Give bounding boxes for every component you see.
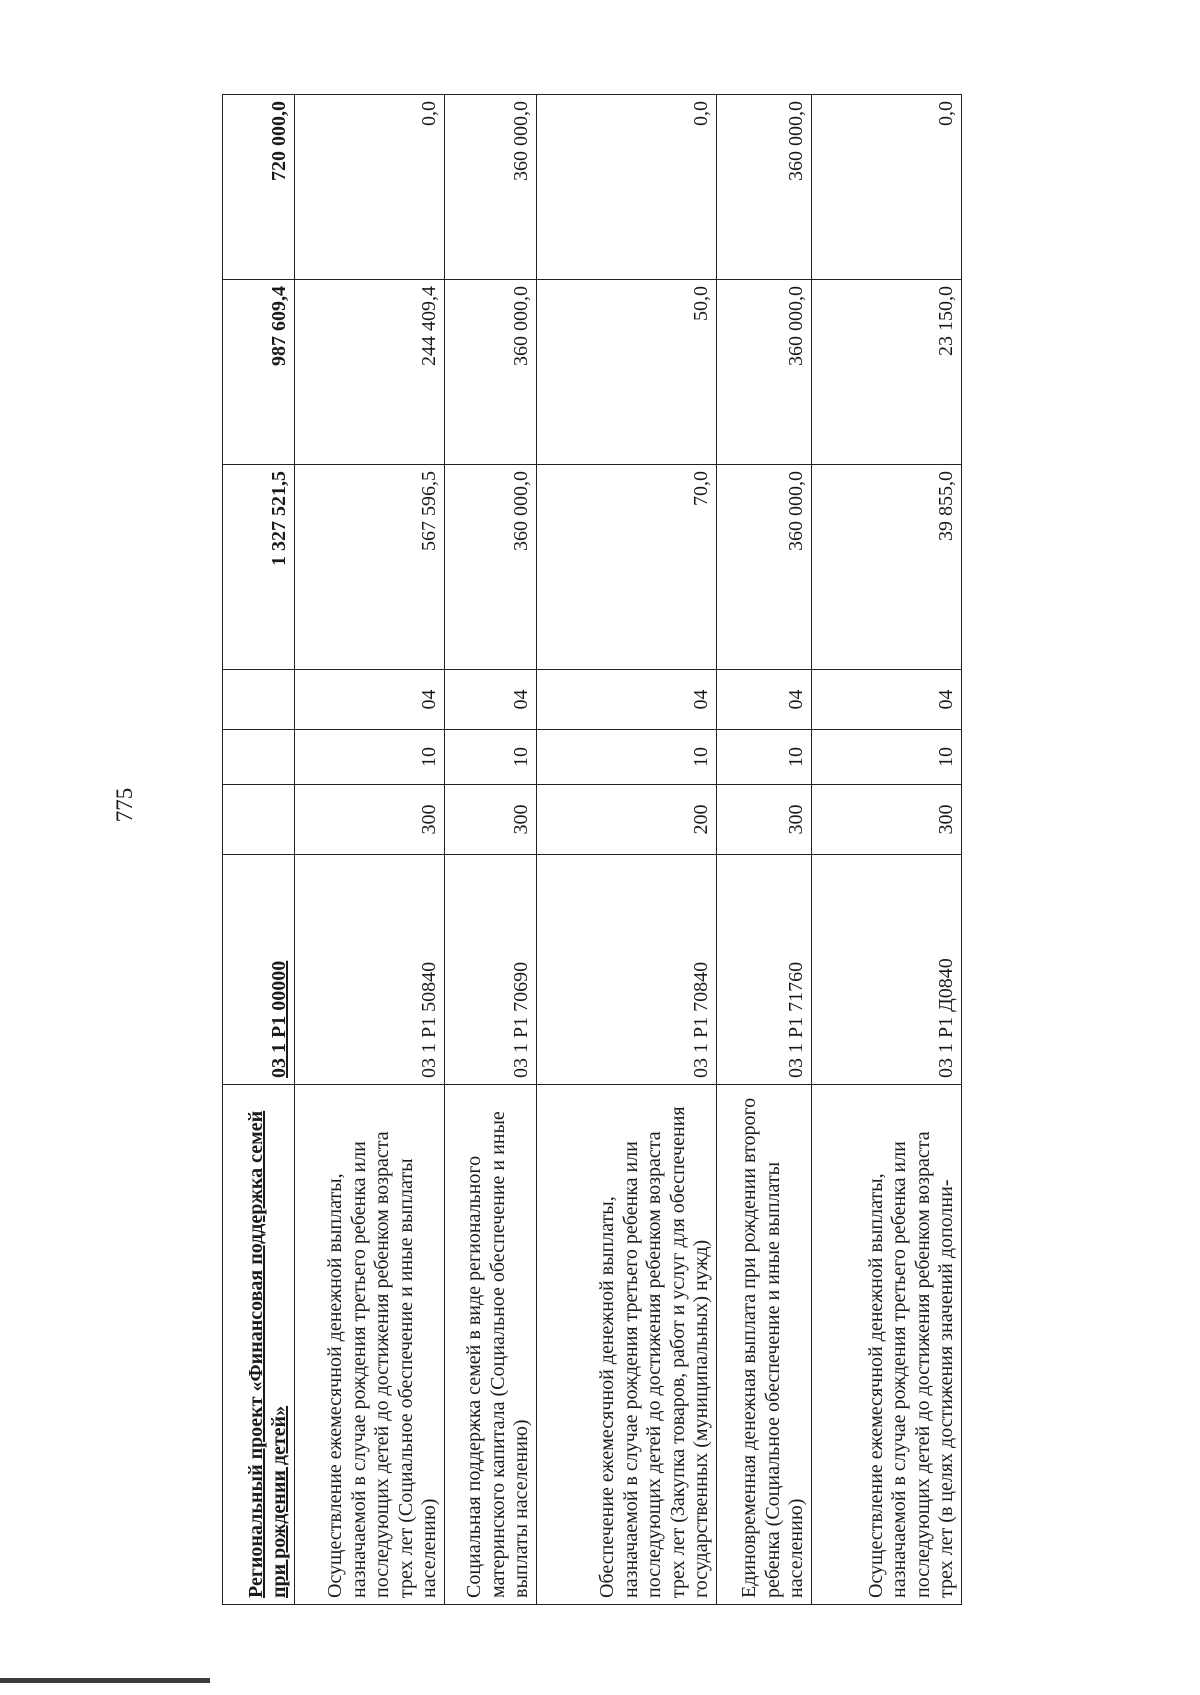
row-pr-cell: 04 (295, 670, 445, 730)
row-name-cell: Осуществление ежемесячной денежной выплаты, назначаемой в случае рождения третьего ребенка или последующих детей до достижения ребенком возраста трех лет (в целях достижения значений дополни- (812, 1085, 962, 1605)
budget-table-body (223, 95, 962, 1605)
row-value-3-cell: 0,0 (812, 95, 962, 280)
row-value-3-cell: 360 000,0 (445, 95, 537, 280)
row-code-cell: 03 1 Р1 50840 (295, 855, 445, 1085)
row-value-1-cell: 70,0 (537, 465, 717, 670)
row-vr-cell: 200 (537, 785, 717, 855)
row-code-cell: 03 1 Р1 71760 (717, 855, 812, 1085)
row-value-3-cell: 720 000,0 (223, 95, 295, 280)
row-value-2-cell: 244 409,4 (295, 280, 445, 465)
row-code-cell: 03 1 Р1 70840 (537, 855, 717, 1085)
row-pr-cell: 04 (445, 670, 537, 730)
row-value-2-cell: 360 000,0 (717, 280, 812, 465)
row-vr-cell: 300 (717, 785, 812, 855)
row-rz-cell: 10 (812, 730, 962, 785)
row-value-3-cell: 360 000,0 (717, 95, 812, 280)
row-vr-cell (223, 785, 295, 855)
row-rz-cell: 10 (445, 730, 537, 785)
row-name-cell: Единовременная денежная выплата при рождении второго ребенка (Социальное обеспечение и иные выплаты населению) (717, 1085, 812, 1605)
page-number: 775 (112, 787, 137, 823)
row-rz-cell: 10 (717, 730, 812, 785)
row-pr-cell: 04 (717, 670, 812, 730)
row-vr-cell: 300 (445, 785, 537, 855)
row-rz-cell: 10 (537, 730, 717, 785)
row-value-1-cell: 39 855,0 (812, 465, 962, 670)
row-value-1-cell: 1 327 521,5 (223, 465, 295, 670)
table-row (717, 95, 812, 1605)
scan-edge-artifact (0, 1678, 210, 1683)
budget-table-container (222, 95, 958, 1605)
row-value-3-cell: 0,0 (537, 95, 717, 280)
row-pr-cell (223, 670, 295, 730)
row-pr-cell: 04 (812, 670, 962, 730)
row-code-cell: 03 1 Р1 70690 (445, 855, 537, 1085)
table-row (223, 95, 295, 1605)
row-vr-cell: 300 (295, 785, 445, 855)
row-rz-cell (223, 730, 295, 785)
row-value-3-cell: 0,0 (295, 95, 445, 280)
row-name-cell: Осуществление ежемесячной денежной выплаты, назначаемой в случае рождения третьего ребенка или последующих детей до достижения ребенком возраста трех лет (Социальное обеспечение и иные выплаты населению) (295, 1085, 445, 1605)
table-row (812, 95, 962, 1605)
row-value-2-cell: 50,0 (537, 280, 717, 465)
row-name-cell: Социальная поддержка семей в виде регионального материнского капитала (Социальное обеспечение и иные выплаты населению) (445, 1085, 537, 1605)
row-value-2-cell: 360 000,0 (445, 280, 537, 465)
row-code-cell: 03 1 Р1 00000 (223, 855, 295, 1085)
row-value-1-cell: 567 596,5 (295, 465, 445, 670)
row-pr-cell: 04 (537, 670, 717, 730)
row-value-2-cell: 23 150,0 (812, 280, 962, 465)
row-value-1-cell: 360 000,0 (717, 465, 812, 670)
row-name-cell: Региональный проект «Финансовая поддержка семей при рождении детей» (223, 1085, 295, 1605)
row-code-cell: 03 1 Р1 Д0840 (812, 855, 962, 1085)
row-vr-cell: 300 (812, 785, 962, 855)
budget-table (222, 94, 962, 1605)
row-name-cell: Обеспечение ежемесячной денежной выплаты, назначаемой в случае рождения третьего ребенка или последующих детей до достижения ребенком возраста трех лет (Закупка товаров, работ и услуг для обеспечения государственных (муниципальных) нужд) (537, 1085, 717, 1605)
table-row (537, 95, 717, 1605)
row-value-1-cell: 360 000,0 (445, 465, 537, 670)
row-rz-cell: 10 (295, 730, 445, 785)
row-value-2-cell: 987 609,4 (223, 280, 295, 465)
table-row (445, 95, 537, 1605)
table-row (295, 95, 445, 1605)
